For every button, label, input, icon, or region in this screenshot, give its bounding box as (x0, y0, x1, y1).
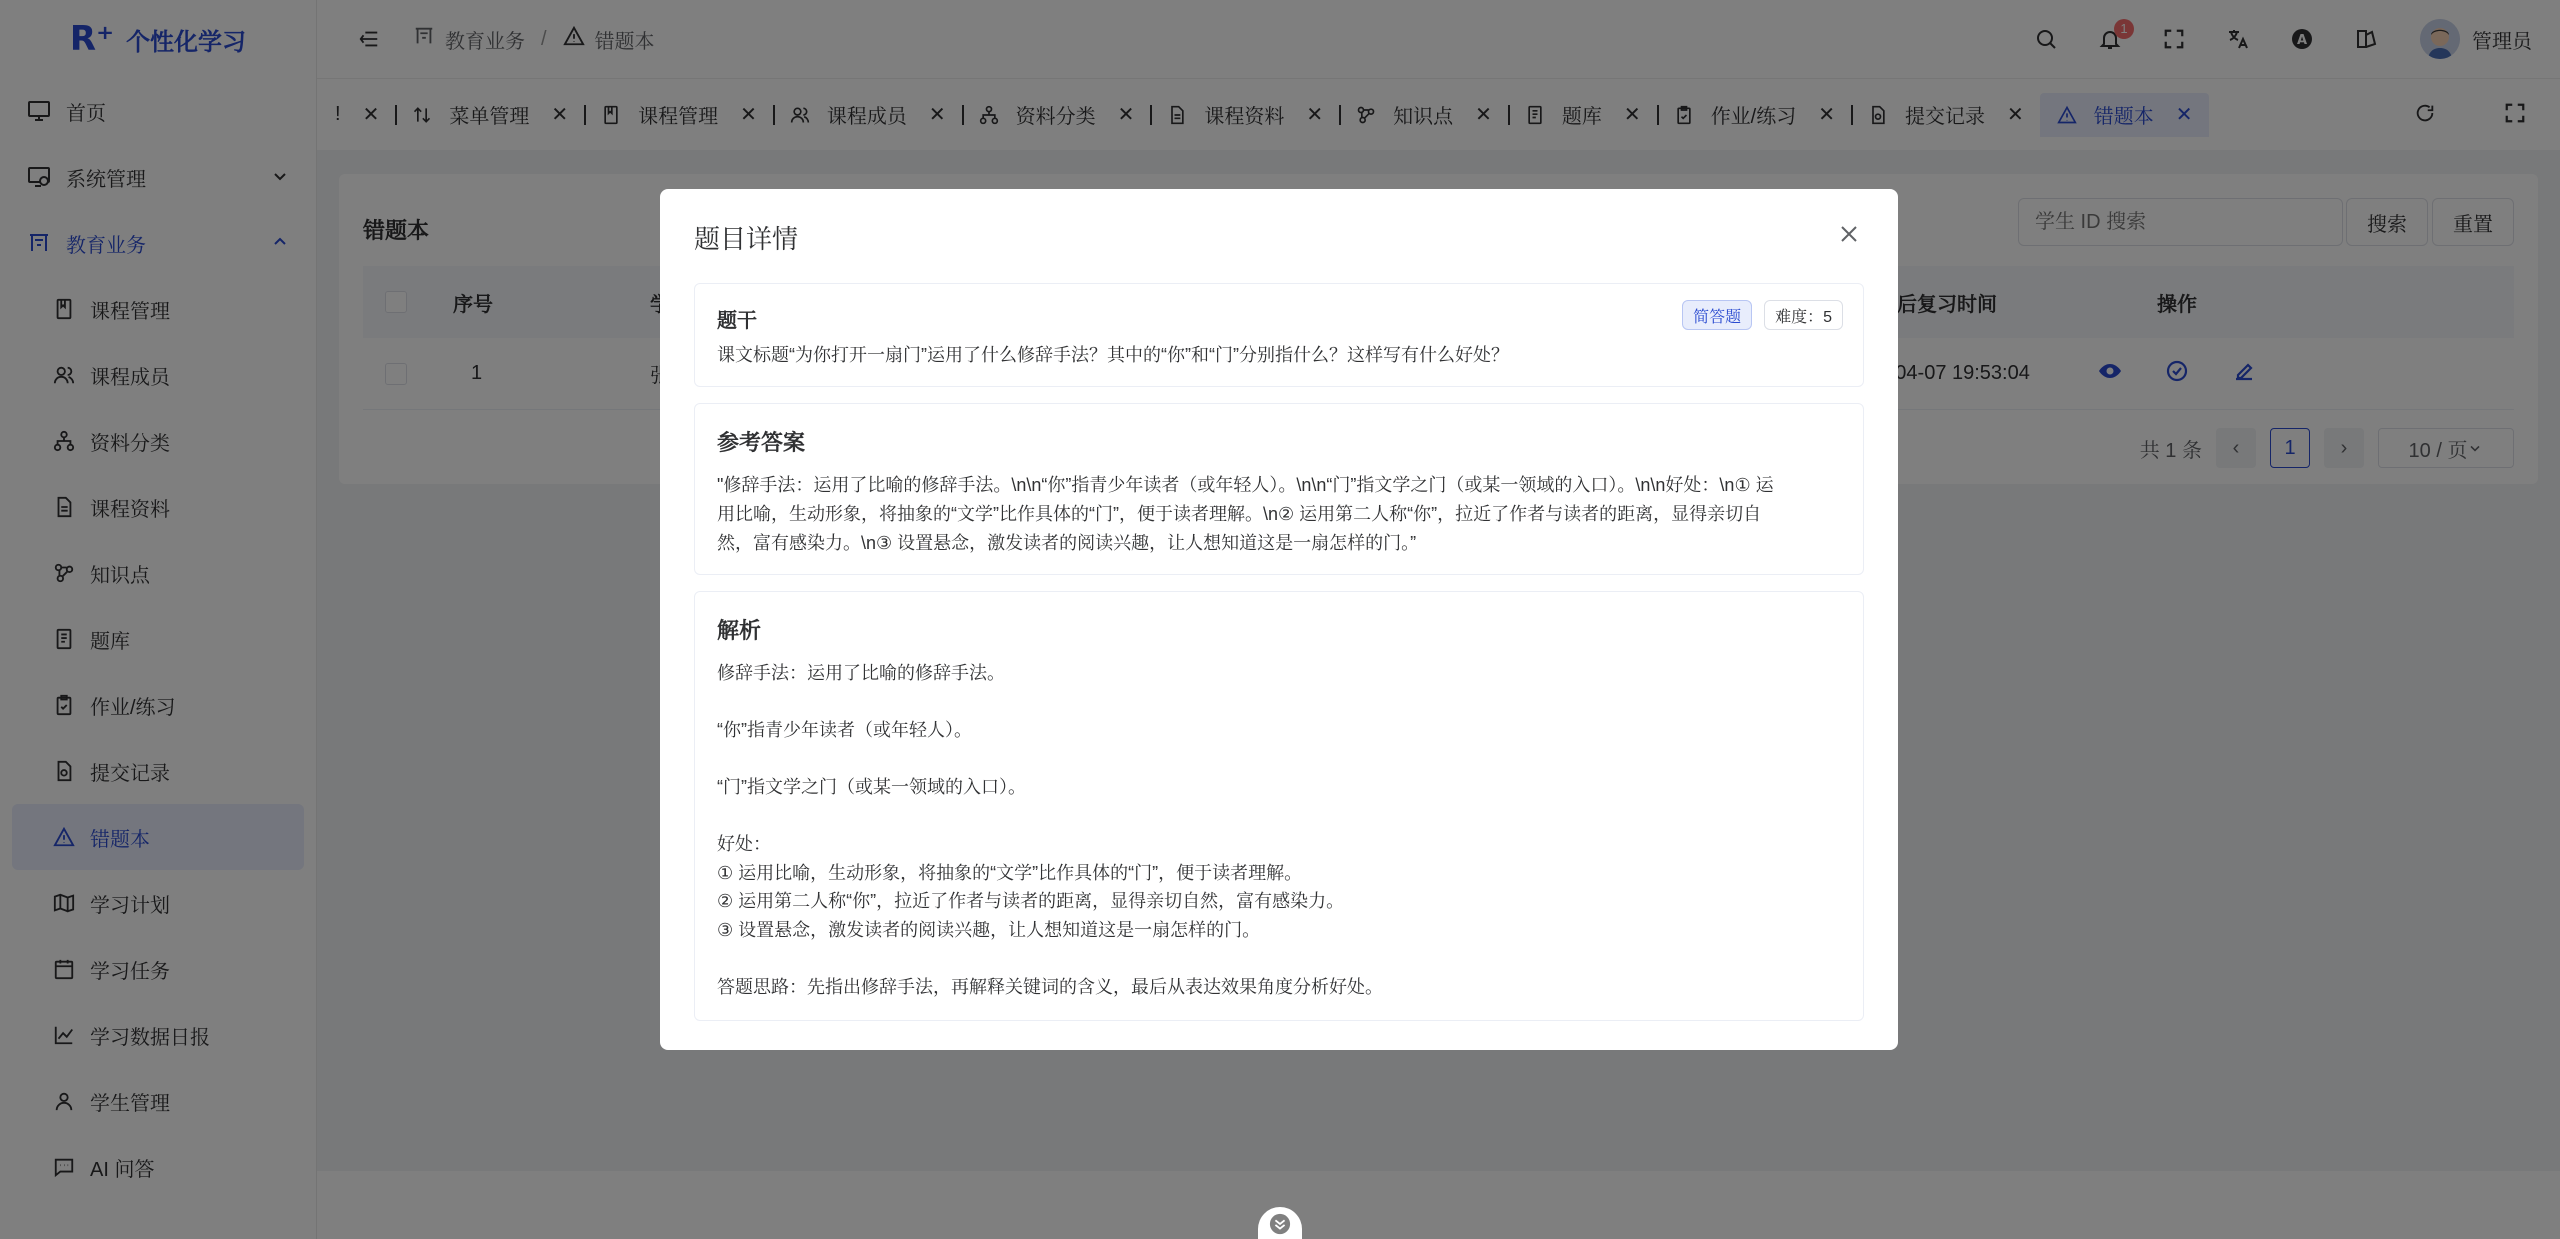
analysis-line: “你”指青少年读者（或年轻人）。 (717, 720, 972, 740)
analysis-line (717, 802, 1841, 831)
answer-line: "修辞手法：运用了比喻的修辞手法。\n\n“你”指青少年读者（或年轻人）。\n\n“门”指文学之门（或某一领域的入口）。\n\n好处：\n① 运 (717, 475, 1774, 495)
section-heading: 题干 (717, 310, 757, 332)
analysis-section (694, 591, 1864, 1021)
analysis-line: ② 运用第二人称“你”，拉近了作者与读者的距离，显得亲切自然，富有感染力。 (717, 891, 1345, 911)
section-heading: 参考答案 (717, 430, 806, 455)
analysis-line: “门”指文学之门（或某一领域的入口）。 (717, 777, 1026, 797)
analysis-line: ① 运用比喻，生动形象，将抽象的“文学”比作具体的“门”，便于读者理解。 (717, 862, 1303, 883)
analysis-line (717, 688, 1841, 717)
reference-answer-section (694, 403, 1864, 575)
answer-line: 然，富有感染力。\n③ 设置悬念，激发读者的阅读兴趣，让人想知道这是一扇怎样的门。” (717, 533, 1417, 553)
analysis-line (717, 944, 1841, 973)
question-stem-section (694, 283, 1864, 387)
close-icon[interactable] (1834, 219, 1864, 249)
question-detail-dialog (660, 189, 1898, 1050)
analysis-line (717, 745, 1841, 774)
analysis-line: 修辞手法：运用了比喻的修辞手法。 (717, 663, 1005, 683)
section-heading: 解析 (717, 618, 762, 643)
dialog-title: 题目详情 (694, 224, 799, 254)
analysis-line: ③ 设置悬念，激发读者的阅读兴趣，让人想知道这是一扇怎样的门。 (717, 919, 1261, 940)
question-type-badge: 简答题 (1682, 300, 1752, 330)
analysis-line: 好处： (717, 834, 771, 854)
difficulty-badge: 难度：5 (1764, 300, 1843, 330)
double-chevron-down-icon (1269, 1213, 1291, 1235)
question-stem-text: 课文标题“为你打开一扇门”运用了什么修辞手法？其中的“你”和“门”分别指什么？这样写有什么好处？ (717, 345, 1509, 365)
question-badges (1682, 300, 1843, 330)
answer-line: 用比喻，生动形象，将抽象的“文学”比作具体的“门”，便于读者理解。\n② 运用第二人称“你”，拉近了作者与读者的距离，显得亲切自 (717, 504, 1762, 524)
analysis-line: 答题思路：先指出修辞手法，再解释关键词的含义，最后从表达效果角度分析好处。 (717, 976, 1383, 997)
